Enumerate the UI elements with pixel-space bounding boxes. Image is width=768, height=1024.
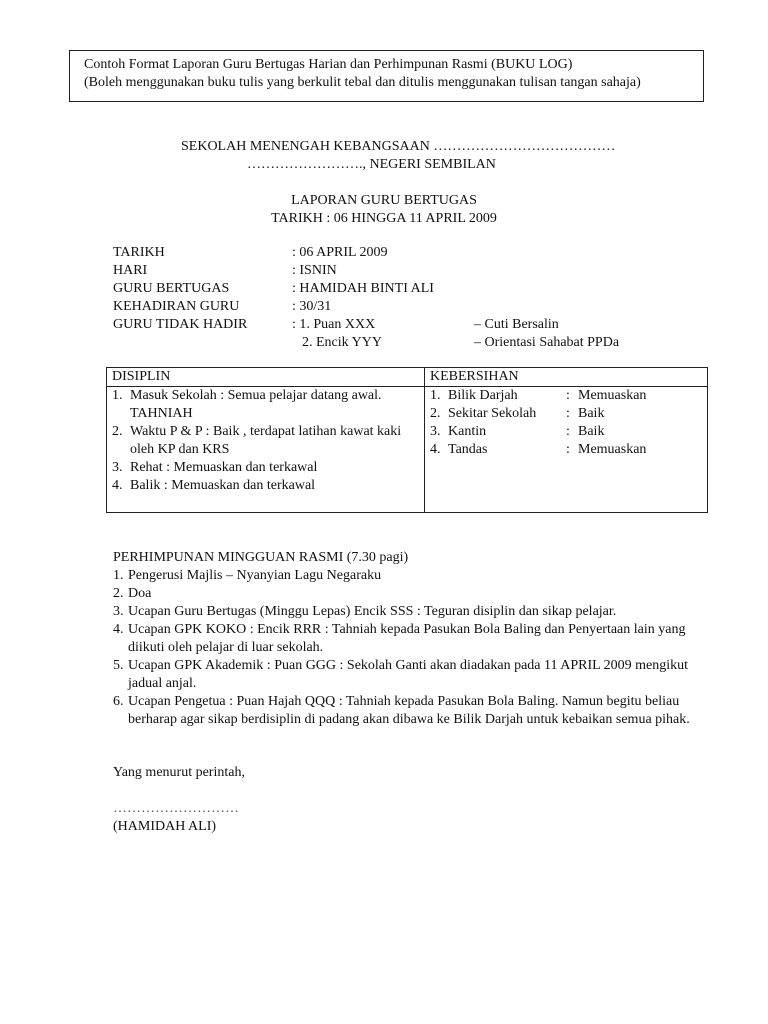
disiplin-kebersihan-table (106, 367, 708, 513)
signature-line: ……………………… (113, 801, 239, 816)
signatory-name: (HAMIDAH ALI) (113, 819, 217, 834)
report-title: LAPORAN GURU BERTUGAS (291, 193, 477, 208)
tarikh-value: : 06 APRIL 2009 (292, 245, 388, 260)
assembly-item: 2. Doa (113, 586, 152, 601)
assembly-item: 1. Pengerusi Majlis – Nyanyian Lagu Negaraku (113, 568, 382, 583)
assembly-title: PERHIMPUNAN MINGGUAN RASMI (7.30 pagi) (113, 550, 409, 565)
absent-reason-1: – Cuti Bersalin (474, 317, 559, 332)
assembly-item: 4. Ucapan GPK KOKO : Encik RRR : Tahniah kepada Pasukan Bola Baling dan Penyertaan lain yang diikuti oleh pelajar di luar sekolah. (113, 622, 686, 655)
guru-bertugas-value: : HAMIDAH BINTI ALI (292, 281, 434, 296)
hari-label: HARI (113, 263, 148, 278)
school-name-line1: SEKOLAH MENENGAH KEBANGSAAN ………………………………… (181, 139, 616, 154)
absent-teacher-1: : 1. Puan XXX (292, 317, 376, 332)
format-note-line1: Contoh Format Laporan Guru Bertugas Harian dan Perhimpunan Rasmi (BUKU LOG) (84, 57, 573, 72)
disiplin-item: 1. Masuk Sekolah : Semua pelajar datang awal. TAHNIAH (112, 388, 382, 421)
kebersihan-item: 2. Sekitar Sekolah : Baik (430, 406, 605, 421)
absent-reason-2: – Orientasi Sahabat PPDa (474, 335, 620, 350)
school-name-line2: ……………………., NEGERI SEMBILAN (247, 157, 496, 172)
kebersihan-item: 3. Kantin : Baik (430, 424, 605, 439)
assembly-list (113, 567, 703, 729)
kebersihan-header: KEBERSIHAN (425, 368, 708, 387)
kehadiran-label: KEHADIRAN GURU (113, 299, 240, 314)
disiplin-item: 4. Balik : Memuaskan dan terkawal (112, 478, 316, 493)
closing-text: Yang menurut perintah, (113, 765, 245, 780)
tarikh-label: TARIKH (113, 245, 165, 260)
assembly-item: 5. Ucapan GPK Akademik : Puan GGG : Sekolah Ganti akan diadakan pada 11 APRIL 2009 mengikut jadual anjal. (113, 658, 689, 691)
absent-teacher-2: 2. Encik YYY (302, 335, 382, 350)
kehadiran-value: : 30/31 (292, 299, 332, 314)
kebersihan-item: 4. Tandas : Memuaskan (430, 442, 647, 457)
format-note-box (69, 50, 704, 102)
disiplin-cell (107, 387, 425, 513)
disiplin-header: DISIPLIN (107, 368, 425, 387)
report-date-range: TARIKH : 06 HINGGA 11 APRIL 2009 (271, 211, 497, 226)
guru-bertugas-label: GURU BERTUGAS (113, 281, 230, 296)
assembly-item: 3. Ucapan Guru Bertugas (Minggu Lepas) Encik SSS : Teguran disiplin dan sikap pelajar. (113, 604, 617, 619)
format-note-line2: (Boleh menggunakan buku tulis yang berkulit tebal dan ditulis menggunakan tulisan tangan sahaja) (84, 75, 641, 90)
guru-tidak-hadir-label: GURU TIDAK HADIR (113, 317, 248, 332)
disiplin-item: 3. Rehat : Memuaskan dan terkawal (112, 460, 318, 475)
kebersihan-item: 1. Bilik Darjah : Memuaskan (430, 388, 647, 403)
hari-value: : ISNIN (292, 263, 337, 278)
disiplin-item: 2. Waktu P & P : Baik , terdapat latihan kawat kaki oleh KP dan KRS (112, 424, 402, 457)
kebersihan-cell (425, 387, 708, 513)
assembly-item: 6. Ucapan Pengetua : Puan Hajah QQQ : Tahniah kepada Pasukan Bola Baling. Namun begitu beliau berharap agar sikap berdisiplin di padang akan dibawa ke Bilik Darjah untuk kebaikan semua pihak. (113, 694, 690, 727)
